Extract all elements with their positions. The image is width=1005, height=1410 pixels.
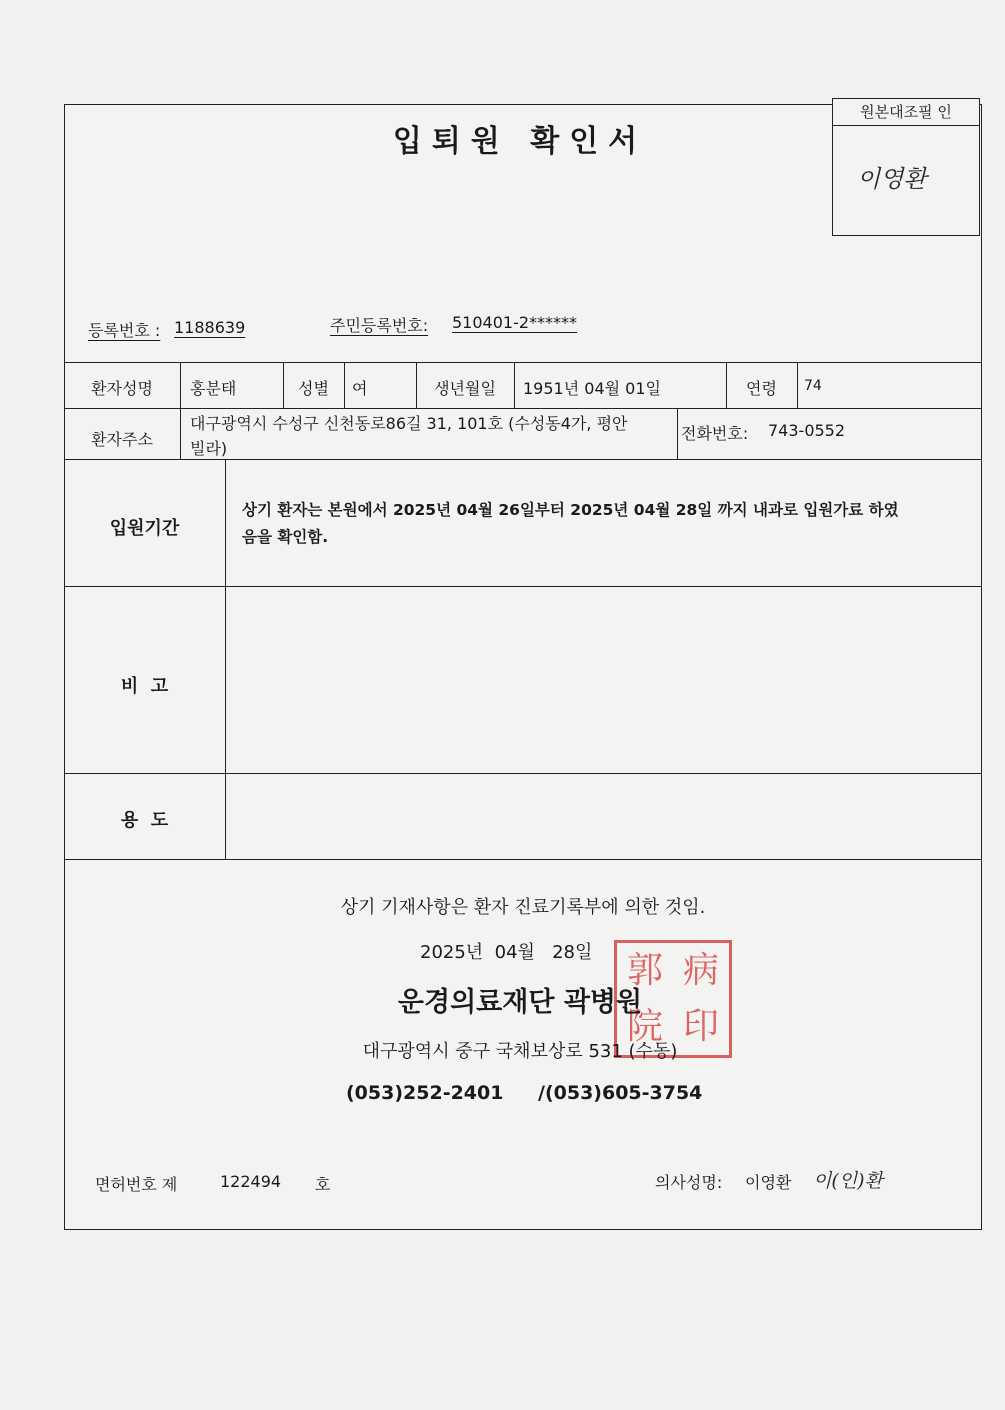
gender-value: 여 bbox=[352, 379, 368, 398]
doctor-signature: 이(인)환 bbox=[813, 1170, 883, 1192]
table-vline bbox=[225, 459, 226, 859]
hospital-address: 대구광역시 중구 국채보상로 531 (수동) bbox=[362, 1041, 678, 1062]
usage-label: 용 도 bbox=[120, 810, 169, 831]
admission-period-text-line1: 상기 환자는 본원에서 2025년 04월 26일부터 2025년 04월 28일 까지 내과로 입원가료 하였 bbox=[242, 501, 899, 519]
verification-signature: 이영환 bbox=[857, 165, 927, 193]
license-number: 122494 bbox=[220, 1172, 282, 1191]
rrn-value: 510401-2****** bbox=[452, 313, 578, 332]
reg-no-label: 등록번호 : bbox=[88, 321, 161, 340]
table-top-line bbox=[64, 362, 982, 363]
table-vline bbox=[677, 408, 678, 459]
address-label: 환자주소 bbox=[91, 430, 153, 449]
age-label: 연령 bbox=[746, 379, 777, 398]
hospital-phone-1: (053)252-2401 bbox=[346, 1082, 504, 1104]
age-value: 74 bbox=[804, 378, 822, 394]
doctor-name: 이영환 bbox=[745, 1173, 792, 1192]
remarks-label: 비 고 bbox=[120, 676, 169, 697]
stamp-char: 印 bbox=[682, 1006, 719, 1047]
issue-date: 2025년 04월 28일 bbox=[420, 942, 593, 963]
table-row5-line bbox=[64, 859, 982, 860]
table-vline bbox=[180, 362, 181, 459]
reg-no-value: 1188639 bbox=[174, 318, 246, 337]
rrn-label: 주민등록번호: bbox=[330, 316, 429, 335]
table-row4-line bbox=[64, 773, 982, 774]
gender-label: 성별 bbox=[298, 379, 329, 398]
phone-value: 743-0552 bbox=[768, 421, 846, 440]
stamp-char: 郭 bbox=[626, 950, 663, 991]
license-label: 면허번호 제 bbox=[95, 1175, 178, 1194]
original-verification-label: 원본대조필 인 bbox=[833, 99, 979, 126]
birth-label: 생년월일 bbox=[434, 379, 496, 398]
admission-period-text-line2: 음을 확인함. bbox=[242, 528, 329, 546]
table-vline bbox=[797, 362, 798, 408]
hospital-phone-2: /(053)605-3754 bbox=[538, 1082, 703, 1104]
phone-label: 전화번호: bbox=[681, 424, 749, 443]
table-row2-line bbox=[64, 459, 982, 460]
address-line2: 빌라) bbox=[190, 439, 228, 458]
license-suffix: 호 bbox=[315, 1175, 331, 1194]
patient-name-label: 환자성명 bbox=[91, 379, 153, 398]
admission-period-label: 입원기간 bbox=[109, 518, 180, 539]
table-vline bbox=[514, 362, 515, 408]
stamp-char: 病 bbox=[682, 950, 719, 991]
original-verification-box bbox=[832, 98, 980, 236]
doctor-label: 의사성명: bbox=[655, 1173, 723, 1192]
footer-statement: 상기 기재사항은 환자 진료기록부에 의한 것임. bbox=[340, 897, 706, 918]
table-vline bbox=[344, 362, 345, 408]
table-row3-line bbox=[64, 586, 982, 587]
hospital-name: 운경의료재단 곽병원 bbox=[397, 987, 643, 1018]
address-line1: 대구광역시 수성구 신천동로86길 31, 101호 (수성동4가, 평안 bbox=[190, 414, 628, 433]
table-row1-line bbox=[64, 408, 982, 409]
birth-value: 1951년 04월 01일 bbox=[523, 379, 661, 398]
stamp-char: 院 bbox=[626, 1006, 663, 1047]
patient-name-value: 홍분태 bbox=[190, 379, 237, 398]
document-title: 입퇴원 확인서 bbox=[392, 124, 648, 159]
